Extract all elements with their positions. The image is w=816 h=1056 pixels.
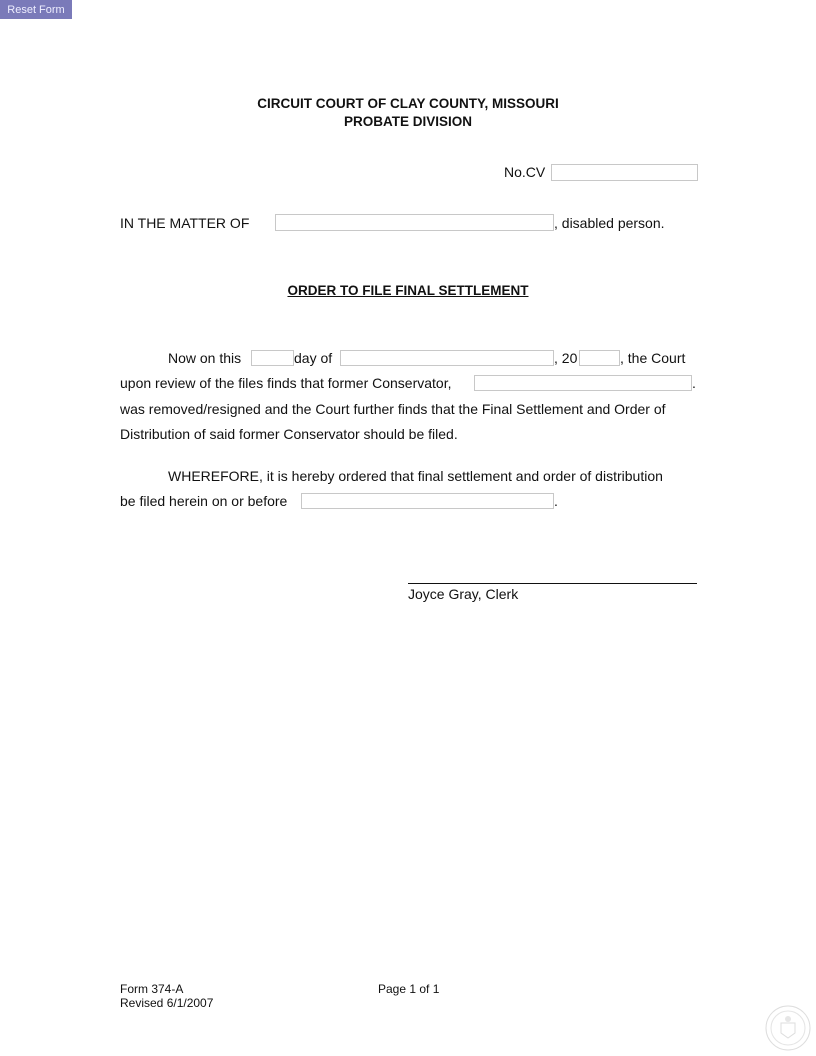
conservator-field[interactable] [474, 375, 692, 391]
deadline-field[interactable] [301, 493, 554, 509]
case-no-label: No.CV [504, 164, 546, 180]
matter-name-input[interactable] [276, 217, 553, 232]
para1-text: day of [294, 350, 333, 366]
clerk-name: Joyce Gray, Clerk [408, 586, 519, 602]
para1-text: Now on this [168, 350, 242, 366]
year-input[interactable] [580, 353, 619, 367]
signature-line [408, 583, 697, 584]
conservator-input[interactable] [475, 378, 691, 392]
day-input[interactable] [252, 353, 293, 367]
form-number: Form 374-A [120, 982, 184, 996]
year-field[interactable] [579, 350, 620, 366]
para1-text: was removed/resigned and the Court further finds that the Final Settlement and Order of [120, 401, 666, 417]
para1-text: . [692, 375, 696, 391]
para1-text: , 20 [554, 350, 578, 366]
deadline-input[interactable] [302, 496, 553, 510]
day-field[interactable] [251, 350, 294, 366]
reset-form-button[interactable]: Reset Form [0, 0, 72, 19]
matter-suffix: , disabled person. [554, 215, 665, 231]
case-no-input[interactable] [552, 167, 697, 182]
matter-name-field[interactable] [275, 214, 554, 231]
page-number: Page 1 of 1 [378, 982, 440, 996]
matter-label: IN THE MATTER OF [120, 215, 250, 231]
para2-text: . [554, 493, 558, 509]
revised-date: Revised 6/1/2007 [120, 996, 214, 1010]
month-input[interactable] [341, 353, 553, 367]
case-no-field[interactable] [551, 164, 698, 181]
para1-text: , the Court [620, 350, 686, 366]
para2-text: be filed herein on or before [120, 493, 288, 509]
para1-text: Distribution of said former Conservator should be filed. [120, 426, 458, 442]
para2-text: WHEREFORE, it is hereby ordered that final settlement and order of distribution [168, 468, 663, 484]
para1-text: upon review of the files finds that former Conservator, [120, 375, 452, 391]
court-seal-icon [765, 1005, 811, 1051]
court-heading: CIRCUIT COURT OF CLAY COUNTY, MISSOURI [257, 96, 559, 111]
order-title: ORDER TO FILE FINAL SETTLEMENT [287, 283, 529, 298]
division-heading: PROBATE DIVISION [343, 114, 472, 129]
month-field[interactable] [340, 350, 554, 366]
